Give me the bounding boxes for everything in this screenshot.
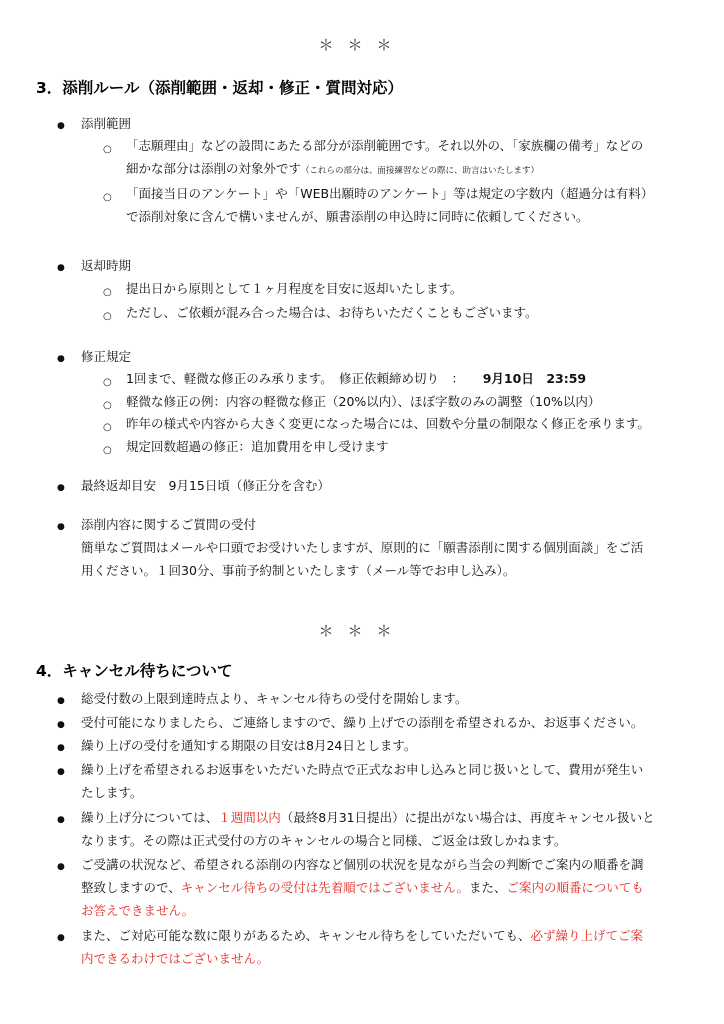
bullet-filled: ● [57, 522, 65, 532]
bullet-hollow: ○ [103, 422, 112, 433]
cancel-item-1: 総受付数の上限到達時点より、キャンセル待ちの受付を開始します。 [81, 691, 468, 706]
bullet-filled: ● [57, 767, 65, 777]
return-item-2: ただし、ご依頼が混み合った場合は、お待ちいただくこともございます。 [126, 305, 538, 320]
cancel-item-5-line1 [81, 806, 655, 829]
cancel-item-6-line1: ご受講の状況など、希望される添削の内容など個別の状況を見ながら当会の判断でご案内の順番を調 [81, 857, 644, 872]
bullet-hollow: ○ [103, 144, 112, 155]
cancel-item-5-line2: なります。その際は正式受付の方のキャンセルの場合と同様、ご返金は致しかねます。 [81, 833, 567, 848]
bullet-filled: ● [57, 815, 65, 825]
bullet-hollow: ○ [103, 287, 112, 298]
cancel-item-5-highlight: １週間以内 [218, 810, 281, 825]
section-4-title: 4．キャンセル待ちについて [36, 662, 233, 680]
bullet-filled: ● [57, 743, 65, 753]
bullet-filled: ● [57, 483, 65, 493]
scope-item-2-line2: で添削対象に含んで構いませんが、願書添削の申込時に同時に依頼してください。 [126, 209, 589, 224]
revision-item-1 [126, 367, 586, 390]
cancel-item-6-text-a: 整致しますので、 [81, 880, 181, 895]
bullet-filled: ● [57, 862, 65, 872]
final-return: 最終返却目安 9月15日頃（修正分を含む） [81, 478, 330, 493]
questions-line2: 用ください。１回30分、事前予約制といたします（メール等でお申し込み）。 [81, 563, 516, 578]
cancel-item-5-text-b: （最終8月31日提出）に提出がない場合は、再度キャンセル扱いと [280, 810, 655, 825]
revision-item-4: 規定回数超過の修正：追加費用を申し受けます [126, 439, 389, 454]
questions-label: 添削内容に関するご質問の受付 [81, 517, 257, 532]
revision-item-2: 軽微な修正の例：内容の軽微な修正（20%以内）、ほぼ字数のみの調整（10%以内） [126, 394, 601, 409]
bullet-filled: ● [57, 121, 65, 131]
cancel-item-6-highlight-2: ご案内の順番についても [506, 880, 644, 895]
questions-line1: 簡単なご質問はメールや口頭でお受けいたしますが、原則的に「願書添削に関する個別面談」をご活 [81, 540, 644, 555]
revision-rule: 1回まで、軽微な修正のみ承ります。 修正依頼締め切り ： [126, 371, 458, 386]
scope-item-1-line2 [126, 157, 539, 183]
cancel-item-5-text-a: 繰り上げ分については、 [81, 810, 219, 825]
cancel-item-7-highlight: 必ず繰り上げてご案 [530, 928, 644, 943]
revision-deadline: 9月10日 23:59 [482, 371, 587, 386]
bullet-hollow: ○ [103, 400, 112, 411]
cancel-item-3: 繰り上げの受付を通知する期限の目安は8月24日とします。 [81, 738, 417, 753]
divider-stars: ＊＊＊ [318, 622, 406, 640]
scope-label: 添削範囲 [81, 116, 132, 131]
bullet-hollow: ○ [103, 445, 112, 456]
bullet-filled: ● [57, 720, 65, 730]
section-3-title: 3．添削ルール（添削範囲・返却・修正・質問対応） [36, 79, 403, 97]
bullet-filled: ● [57, 696, 65, 706]
cancel-item-7-text-a: また、ご対応可能な数に限りがあるため、キャンセル待ちをしていただいても、 [81, 928, 531, 943]
scope-item-2-line1: 「面接当日のアンケート」や「WEB出願時のアンケート」等は規定の字数内（超過分は有料） [126, 186, 654, 201]
revision-item-3: 昨年の様式や内容から大きく変更になった場合には、回数や分量の制限なく修正を承ります。 [126, 416, 651, 431]
bullet-filled: ● [57, 263, 65, 273]
bullet-filled: ● [57, 354, 65, 364]
cancel-item-6-line2 [81, 876, 644, 899]
cancel-item-6-line3: お答えできません。 [81, 903, 195, 918]
cancel-item-7-line1 [81, 924, 643, 947]
bullet-hollow: ○ [103, 192, 112, 203]
bullet-filled: ● [57, 933, 65, 943]
cancel-item-6-highlight-1: キャンセル待ちの受付は先着順ではございません。 [180, 880, 470, 895]
return-item-1: 提出日から原則として１ヶ月程度を目安に返却いたします。 [126, 281, 463, 296]
scope-item-1-main: 細かな部分は添削の対象外です [126, 161, 302, 176]
cancel-item-2: 受付可能になりましたら、ご連絡しますので、繰り上げでの添削を希望されるか、お返事ください。 [81, 715, 644, 730]
cancel-item-4-line1: 繰り上げを希望されるお返事をいただいた時点で正式なお申し込みと同じ扱いとして、費用が発生い [81, 762, 644, 777]
return-label: 返却時期 [81, 258, 132, 273]
divider-stars: ＊＊＊ [318, 36, 406, 54]
revision-label: 修正規定 [81, 349, 132, 364]
bullet-hollow: ○ [103, 311, 112, 322]
bullet-hollow: ○ [103, 377, 112, 388]
cancel-item-7-line2: 内できるわけではございません。 [81, 951, 270, 966]
cancel-item-6-text-b: また、 [469, 880, 507, 895]
cancel-item-4-line2: たします。 [81, 785, 143, 800]
scope-item-1-note: （これらの部分は、面接練習などの際に、助言はいたします） [301, 166, 540, 176]
scope-item-1-line1: 「志願理由」などの設問にあたる部分が添削範囲です。それ以外の、「家族欄の備考」などの [126, 138, 644, 153]
